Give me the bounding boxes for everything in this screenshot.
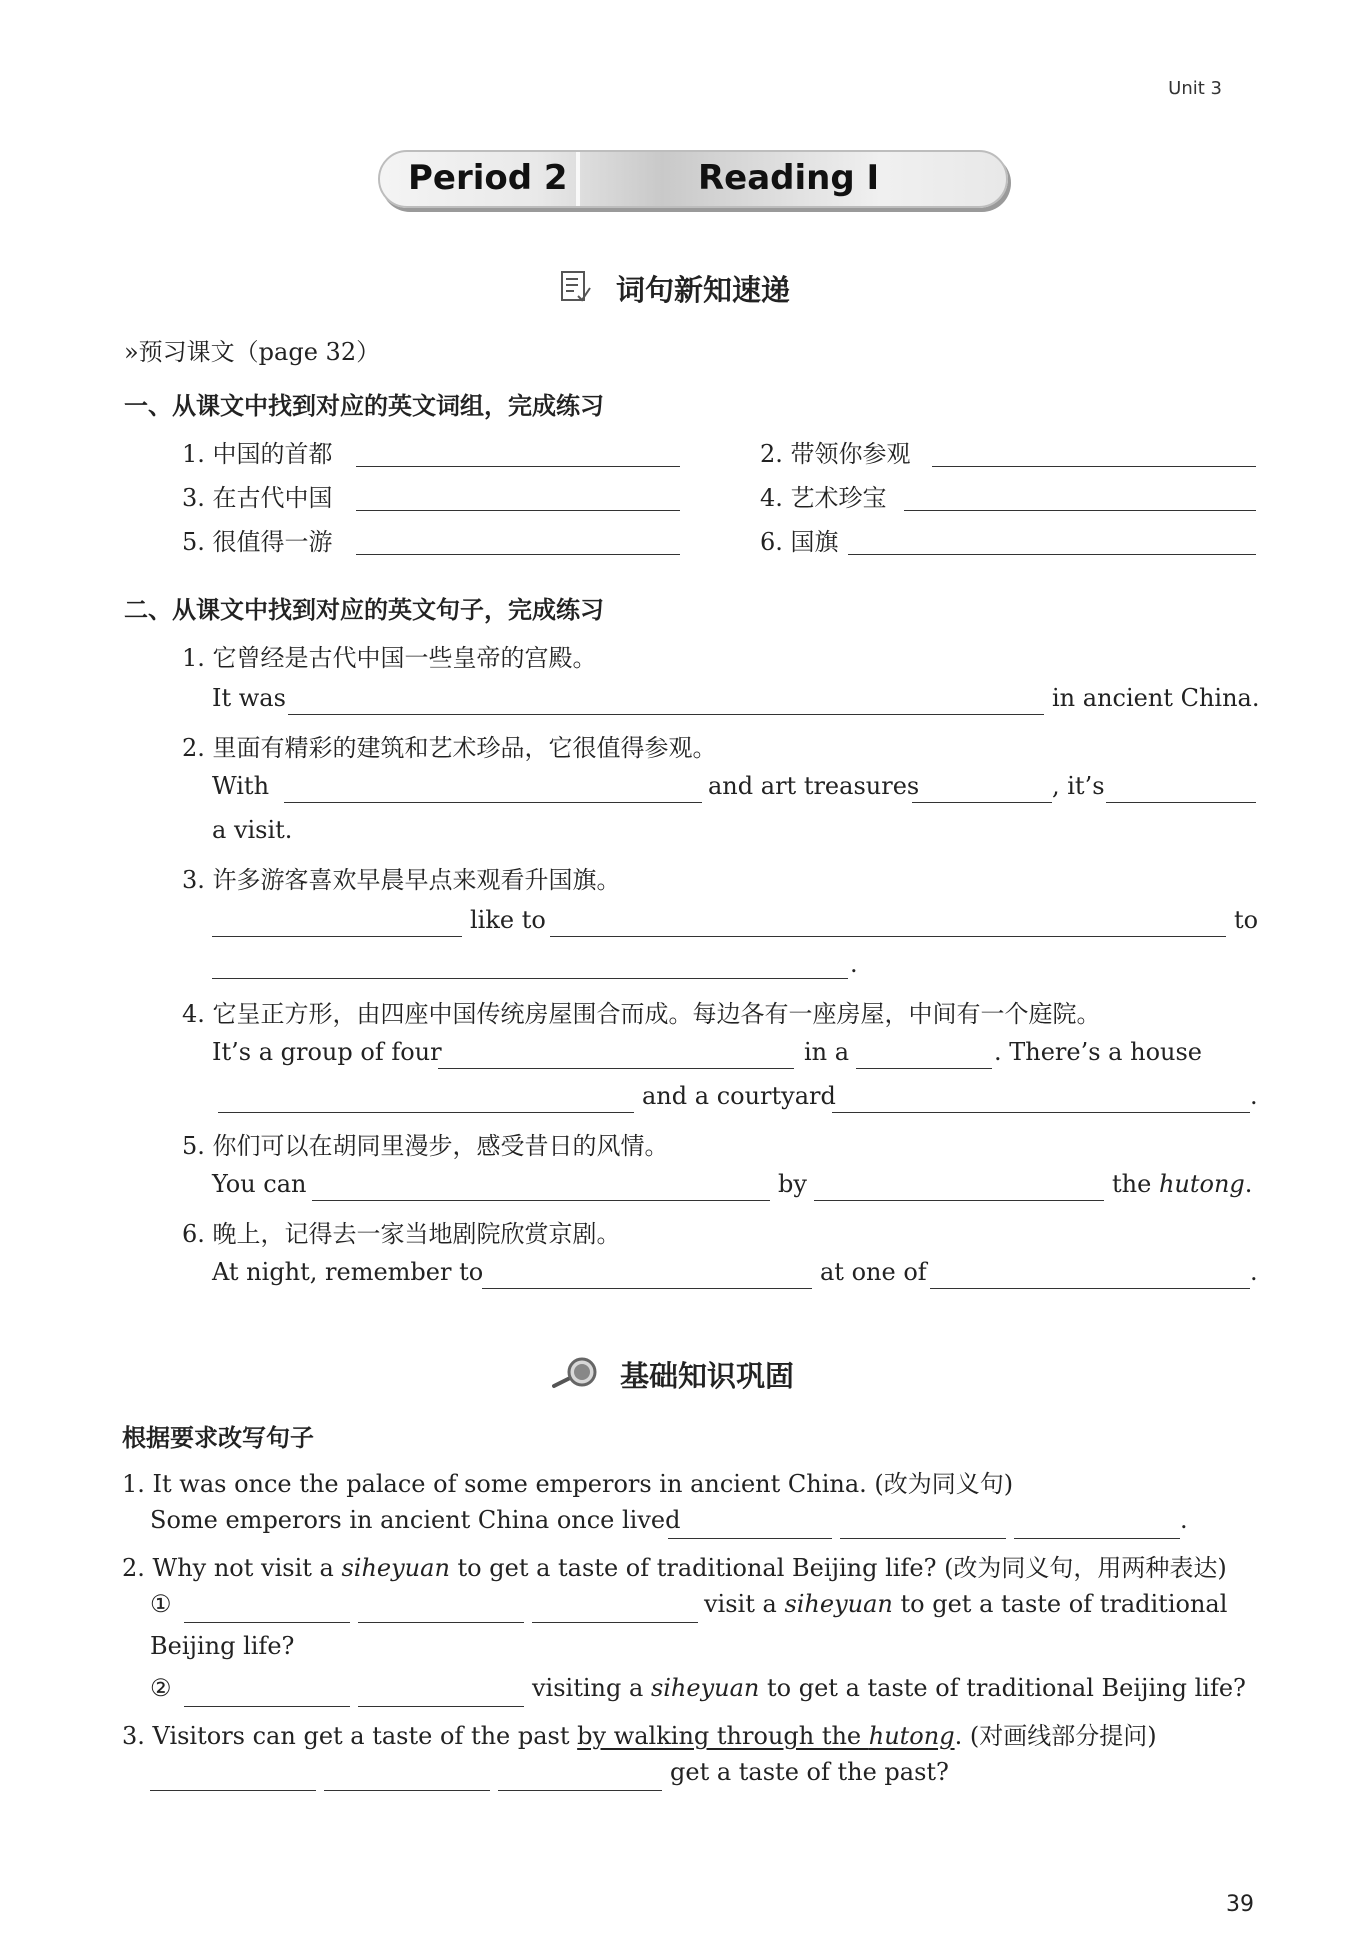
- answer-line[interactable]: [218, 1112, 634, 1113]
- answer-line[interactable]: [832, 1112, 1250, 1113]
- phrase-item: 3. 在古代中国: [182, 484, 333, 512]
- sentence-cn: 2. 里面有精彩的建筑和艺术珍品，它很值得参观。: [182, 734, 717, 762]
- rewrite-answer-stem: Beijing life?: [150, 1632, 295, 1660]
- sentence-en: and a courtyard: [642, 1082, 836, 1110]
- sentence-cn: 4. 它呈正方形，由四座中国传统房屋围合而成。每边各有一座房屋，中间有一个庭院。: [182, 1000, 1101, 1028]
- choice-marker: ②: [150, 1674, 172, 1702]
- answer-line[interactable]: [324, 1790, 490, 1791]
- sentence-en: , it’s: [1052, 772, 1105, 800]
- answer-line[interactable]: [1106, 802, 1256, 803]
- sentence-en: in ancient China.: [1052, 684, 1260, 712]
- rewrite-answer-stem: visiting a siheyuan to get a taste of traditional Beijing life?: [532, 1674, 1246, 1702]
- sentence-en: .: [1250, 1082, 1258, 1110]
- answer-line[interactable]: [184, 1622, 350, 1623]
- sentence-en: by: [778, 1170, 807, 1198]
- hutong-term: hutong: [1158, 1170, 1245, 1198]
- sentence-en: It’s a group of four: [212, 1038, 442, 1066]
- answer-line[interactable]: [184, 1706, 350, 1707]
- period-banner: [378, 150, 1008, 208]
- sentence-en: and art treasures: [708, 772, 920, 800]
- sentence-en: At night, remember to: [212, 1258, 484, 1286]
- answer-line[interactable]: [856, 1068, 992, 1069]
- underlined-phrase: by walking through the hutong: [577, 1722, 955, 1750]
- answer-line[interactable]: [932, 466, 1256, 467]
- section-heading-basics: 基础知识巩固: [620, 1359, 795, 1393]
- answer-line[interactable]: [312, 1200, 770, 1201]
- rewrite-heading: 根据要求改写句子: [122, 1424, 314, 1452]
- sentence-en: the hutong.: [1112, 1170, 1253, 1198]
- part2-heading: 二、从课文中找到对应的英文句子，完成练习: [124, 596, 604, 624]
- sentence-en: a visit.: [212, 816, 293, 844]
- answer-line[interactable]: [840, 1538, 1006, 1539]
- rewrite-answer-stem: visit a siheyuan to get a taste of traditional: [704, 1590, 1228, 1618]
- answer-line[interactable]: [532, 1622, 698, 1623]
- phrase-item: 1. 中国的首都: [182, 440, 333, 468]
- notepad-icon: [560, 270, 592, 304]
- answer-line[interactable]: [930, 1288, 1250, 1289]
- phrase-item: 2. 带领你参观: [760, 440, 911, 468]
- sentence-en: . There’s a house: [994, 1038, 1202, 1066]
- section-heading-new-words: 词句新知速递: [616, 273, 791, 307]
- answer-line[interactable]: [912, 802, 1052, 803]
- magnifier-icon: [552, 1356, 602, 1390]
- rewrite-answer-stem: .: [1180, 1506, 1188, 1534]
- answer-line[interactable]: [848, 554, 1256, 555]
- sentence-en: It was: [212, 684, 286, 712]
- answer-line[interactable]: [1014, 1538, 1180, 1539]
- choice-marker: ①: [150, 1590, 172, 1618]
- rewrite-question: 3. Visitors can get a taste of the past by walking through the hutong. (对画线部分提问): [122, 1722, 1157, 1750]
- lesson-title: Reading I: [698, 158, 880, 198]
- period-label: Period 2: [408, 158, 568, 198]
- answer-line[interactable]: [814, 1200, 1104, 1201]
- answer-line[interactable]: [284, 802, 702, 803]
- rewrite-question: 1. It was once the palace of some emperors in ancient China. (改为同义句): [122, 1470, 1014, 1498]
- answer-line[interactable]: [212, 936, 462, 937]
- preview-note: »预习课文（page 32）: [124, 338, 381, 366]
- sentence-en: to: [1234, 906, 1259, 934]
- page-number: 39: [1226, 1892, 1254, 1917]
- answer-line[interactable]: [438, 1068, 794, 1069]
- sentence-en: in a: [804, 1038, 850, 1066]
- answer-line[interactable]: [668, 1538, 832, 1539]
- answer-line[interactable]: [150, 1790, 316, 1791]
- sentence-cn: 5. 你们可以在胡同里漫步，感受昔日的风情。: [182, 1132, 669, 1160]
- phrase-item: 6. 国旗: [760, 528, 839, 556]
- phrase-item: 5. 很值得一游: [182, 528, 333, 556]
- answer-line[interactable]: [356, 510, 680, 511]
- answer-line[interactable]: [904, 510, 1256, 511]
- answer-line[interactable]: [358, 1622, 524, 1623]
- answer-line[interactable]: [288, 714, 1044, 715]
- sentence-cn: 3. 许多游客喜欢早晨早点来观看升国旗。: [182, 866, 621, 894]
- sentence-en: .: [850, 950, 858, 978]
- answer-line[interactable]: [356, 554, 680, 555]
- sentence-en: like to: [470, 906, 546, 934]
- sentence-en: at one of: [820, 1258, 927, 1286]
- answer-line[interactable]: [482, 1288, 812, 1289]
- answer-line[interactable]: [358, 1706, 524, 1707]
- phrase-item: 4. 艺术珍宝: [760, 484, 887, 512]
- sentence-cn: 6. 晚上，记得去一家当地剧院欣赏京剧。: [182, 1220, 621, 1248]
- answer-line[interactable]: [550, 936, 1226, 937]
- rewrite-answer-stem: Some emperors in ancient China once lived: [150, 1506, 681, 1534]
- unit-label: Unit 3: [1168, 78, 1222, 99]
- answer-line[interactable]: [498, 1790, 662, 1791]
- rewrite-question: 2. Why not visit a siheyuan to get a taste of traditional Beijing life? (改为同义句，用两种表达): [122, 1554, 1227, 1582]
- sentence-en: You can: [212, 1170, 307, 1198]
- part1-heading: 一、从课文中找到对应的英文词组，完成练习: [124, 392, 604, 420]
- sentence-en: .: [1250, 1258, 1258, 1286]
- sentence-en: With: [212, 772, 270, 800]
- rewrite-answer-stem: get a taste of the past?: [670, 1758, 949, 1786]
- sentence-cn: 1. 它曾经是古代中国一些皇帝的宫殿。: [182, 644, 597, 672]
- answer-line[interactable]: [356, 466, 680, 467]
- answer-line[interactable]: [212, 978, 848, 979]
